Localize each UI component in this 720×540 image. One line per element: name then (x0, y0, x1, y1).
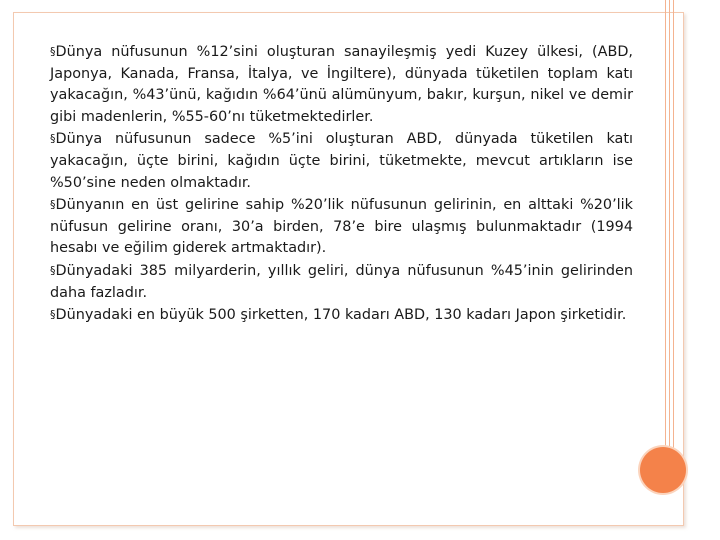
bullet-item (50, 304, 633, 327)
bullet-item (50, 128, 633, 194)
bullet-item (50, 194, 633, 260)
bullet-text: Dünyadaki 385 milyarderin, yıllık geliri, dünya nüfusunun %45’inin gelirinden daha fazladır. (50, 262, 633, 301)
decorative-line (665, 0, 666, 448)
bullet-icon: § (50, 198, 56, 212)
bullet-icon: § (50, 263, 56, 277)
bullet-list (50, 41, 633, 327)
bullet-icon: § (50, 308, 56, 322)
decorative-circle (640, 447, 686, 493)
decorative-vertical-lines (660, 0, 680, 448)
decorative-line (673, 0, 674, 448)
bullet-icon: § (50, 45, 56, 58)
bullet-text: Dünyanın en üst gelirine sahip %20’lik nüfusunun gelirinin, en alttaki %20’lik nüfusun gelirine oranı, 30’a birden, 78’e bire ulaşmış bulunmaktadır (1994 hesabı ve eğilim giderek artmaktadır). (50, 197, 633, 257)
bullet-item (50, 41, 633, 128)
bullet-text: Dünyadaki en büyük 500 şirketten, 170 kadarı ABD, 130 kadarı Japon şirketidir. (55, 307, 627, 324)
bullet-item (50, 260, 633, 304)
decorative-line (669, 0, 670, 448)
bullet-icon: § (50, 132, 56, 146)
bullet-text: Dünya nüfusunun sadece %5’ini oluşturan ABD, dünyada tüketilen katı yakacağın, üçte birini, kağıdın üçte birini, tüketmekte, mevcut artıkların ise %50’sine neden olmaktadır. (50, 131, 633, 191)
bullet-text: Dünya nüfusunun %12’sini oluşturan sanayileşmiş yedi Kuzey ülkesi, (ABD, Japonya, Kanada, Fransa, İtalya, ve İngiltere), dünyada tüketilen toplam katı yakacağın, %43’ünü, kağıdın %64’ünü alümünyum, bakır, kurşun, nikel ve demir gibi madenlerin, %55-60’nı tüketmektedirler. (50, 44, 633, 125)
